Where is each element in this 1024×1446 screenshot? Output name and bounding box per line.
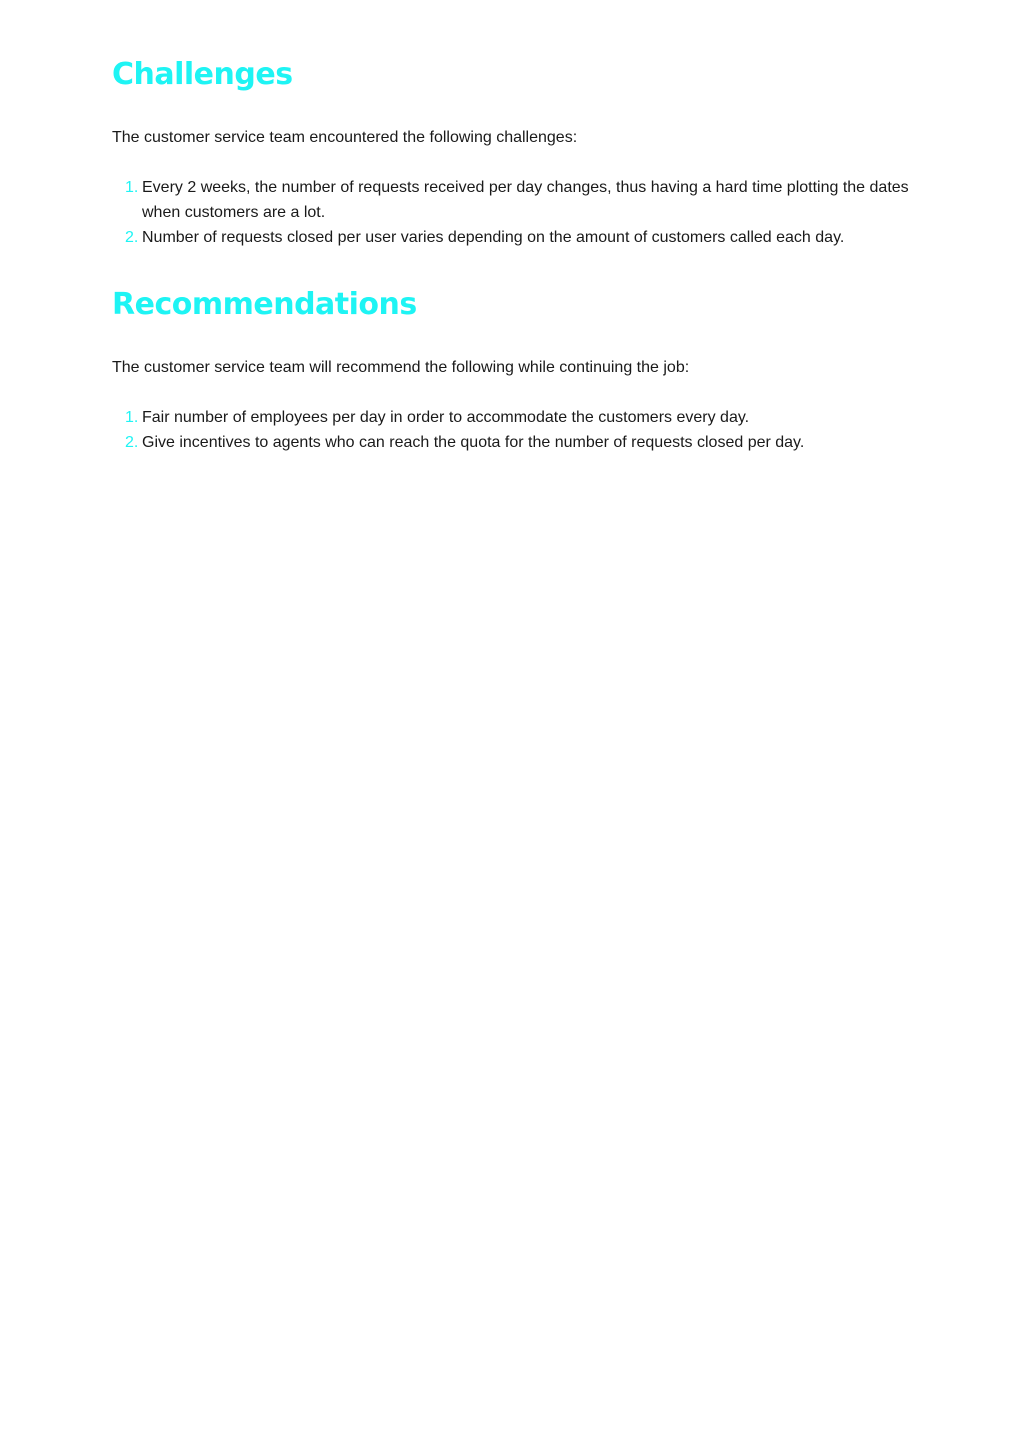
list-item	[112, 225, 912, 250]
recommendations-intro-text: The customer service team will recommend the following while continuing the job:	[112, 359, 690, 376]
list-number: 1.	[125, 179, 139, 196]
list-item-text: Number of requests closed per user varies depending on the amount of customers called each day.	[142, 229, 845, 246]
list-item-text: Every 2 weeks, the number of requests received per day changes, thus having a hard time plotting the dates when customers are a lot.	[142, 179, 909, 221]
challenges-list	[112, 175, 912, 250]
recommendations-list	[112, 405, 912, 455]
list-item	[112, 175, 912, 225]
list-number: 1.	[125, 409, 139, 426]
list-item-text: Fair number of employees per day in order to accommodate the customers every day.	[142, 409, 750, 426]
challenges-heading: Challenges	[112, 57, 293, 92]
list-item	[112, 430, 912, 455]
list-item	[112, 405, 912, 430]
recommendations-heading: Recommendations	[112, 287, 417, 322]
challenges-intro-text: The customer service team encountered the following challenges:	[112, 129, 578, 146]
list-number: 2.	[125, 434, 139, 451]
list-item-text: Give incentives to agents who can reach the quota for the number of requests closed per day.	[142, 434, 805, 451]
list-number: 2.	[125, 229, 139, 246]
